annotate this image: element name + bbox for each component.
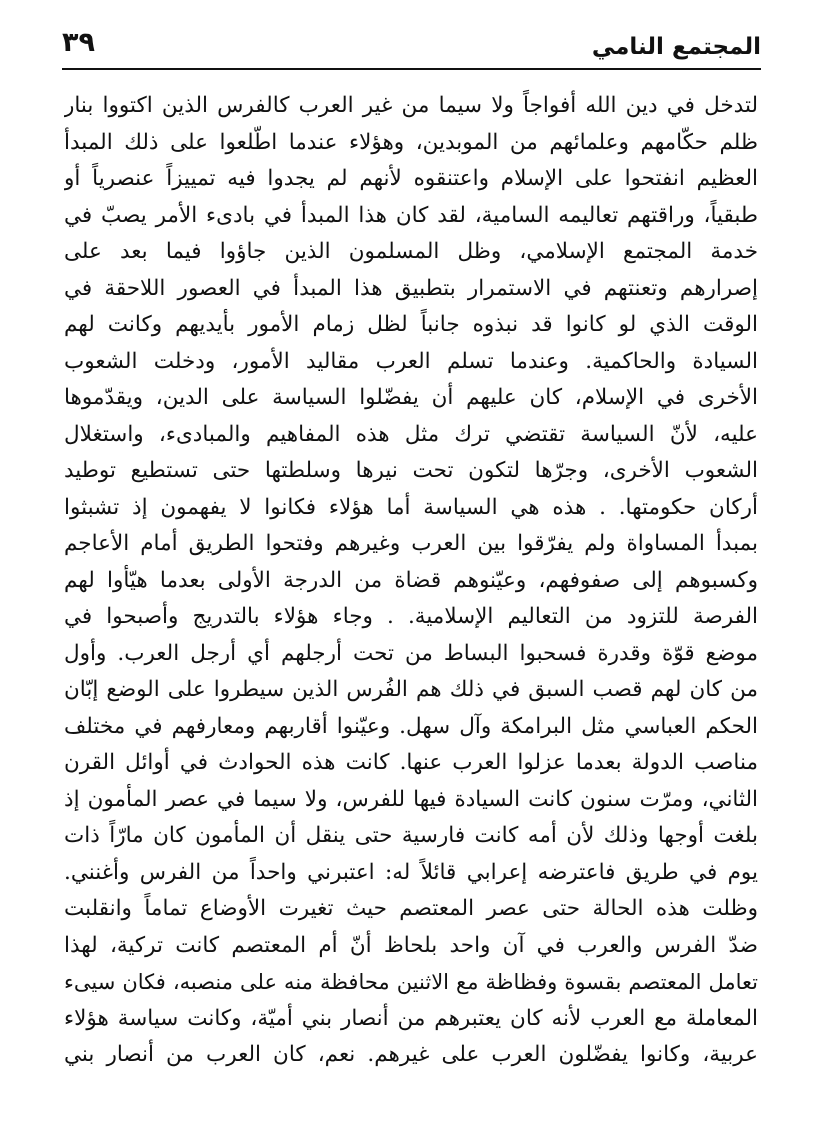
text-line: الشعوب الأخرى، وجرّها لتكون تحت نيرها وسلطتها حتى تستطيع توطيد (64, 458, 758, 483)
text-line: طبقياً، وراقتهم تعاليمه السامية، لقد كان هذا المبدأ في بادىء الأمر يصبّ في (64, 202, 758, 228)
text-line: موضع قوّة وقدرة فسحبوا البساط من تحت أرجلهم أي أرجل العرب. وأول (64, 640, 758, 666)
text-line: عربية، وكانوا يفضّلون العرب على غيرهم. نعم، كان العرب من أنصار بني (64, 1042, 758, 1067)
text-line: الأخرى في الإسلام، كان عليهم أن يفضّلوا السياسة على الدين، ويقدّموها (64, 385, 758, 410)
text-line: السيادة والحاكمية. وعندما تسلم العرب مقاليد الأمور، ودخلت الشعوب (64, 348, 758, 374)
text-line: وكسبوهم إلى صفوفهم، وعيّنوهم قضاة من الدرجة الأولى بعدما هيّأوا لهم (64, 567, 758, 593)
text-line: إصرارهم وتعنتهم في الاستمرار بتطبيق هذا المبدأ في العصور اللاحقة في (64, 275, 758, 301)
text-line: خدمة المجتمع الإسلامي، وظل المسلمون الذين جاؤوا فيما بعد على (64, 239, 758, 264)
text-line: أركان حكومتها. . هذه هي السياسة أما هؤلاء فكانوا لا يفهمون إذ تشبثوا (64, 494, 758, 520)
running-header (62, 28, 761, 68)
text-line: ظلم حكّامهم وعلمائهم من الموبدين، وهؤلاء عندما اطّلعوا على ذلك المبدأ (64, 129, 758, 155)
text-line: المعاملة مع العرب لأنه كان يعتبرهم من أنصار بني أميّة، وكانت سياسة هؤلاء (64, 1005, 758, 1031)
text-line: وظلت هذه الحالة حتى عصر المعتصم حيث تغيرت الأوضاع تماماً وانقلبت (64, 896, 758, 921)
text-line: تعامل المعتصم بقسوة وفظاظة مع الاثنين محافظة منه على منصبه، فكان سيىء (64, 970, 758, 994)
running-header-title: المجتمع النامي (591, 34, 761, 60)
text-line: ضدّ الفرس والعرب في آن واحد بلحاظ أنّ أم المعتصم كانت تركية، لهذا (64, 932, 758, 958)
text-line: الثاني، ومرّت سنون كانت السيادة فيها للفرس، ولا سيما في عصر المأمون إذ (64, 786, 758, 812)
text-line: بمبدأ المساواة ولم يفرّقوا بين العرب وغيرهم وفتحوا الطريق أمام الأعاجم (64, 531, 758, 556)
text-line: لتدخل في دين الله أفواجاً ولا سيما من غير العرب كالفرس الذين اكتووا بنار (64, 93, 758, 118)
text-line: الوقت الذي لو كانوا قد نبذوه جانباً لظل زمام الأمور بأيديهم وكانت لهم (64, 312, 758, 337)
text-line: من كان لهم قصب السبق في ذلك هم الفُرس الذين سيطروا على الوضع إبّان (64, 677, 758, 702)
text-line: عليه، لأنّ السياسة تقتضي ترك مثل هذه المفاهيم والمبادىء، واستغلال (64, 421, 758, 447)
text-line: بلغت أوجها وذلك لأن أمه كانت فارسية حتى ينقل أن المأمون كان مارّاً ذات (64, 823, 758, 848)
text-line: مناصب الدولة بعدما عزلوا العرب عنها. كانت هذه الحوادث في أوائل القرن (64, 750, 758, 775)
page-number: ٣٩ (62, 27, 95, 58)
text-line: يوم في طريق فاعترضه إعرابي قائلاً له: اعتبرني واحداً من الفرس وأغنني. (64, 859, 758, 885)
text-line: الفرصة للتزود من التعاليم الإسلامية. . وجاء هؤلاء بالتدريج وأصبحوا في (64, 604, 758, 629)
text-line: الحكم العباسي مثل البرامكة وآل سهل. وعيّنوا أقاربهم ومعارفهم في مختلف (64, 713, 758, 739)
header-rule (62, 68, 761, 70)
text-line: العظيم انفتحوا على الإسلام واعتنقوه لأنهم لم يجدوا فيه تمييزاً عنصرياً أو (64, 166, 758, 191)
body-text (64, 88, 758, 1074)
